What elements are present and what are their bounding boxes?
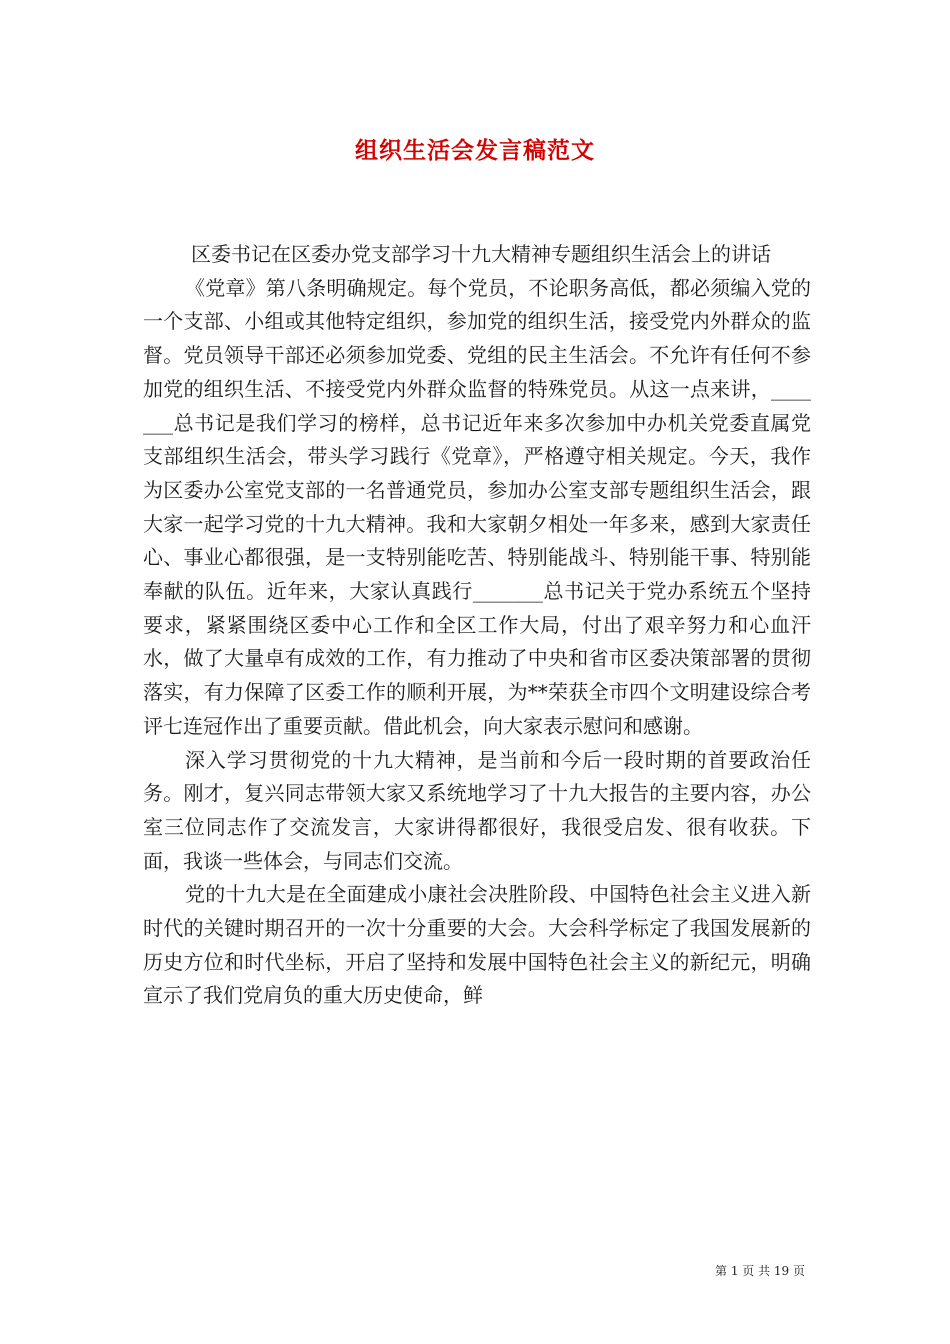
page-number: 第 1 页 共 19 页 bbox=[715, 1264, 805, 1278]
document-title: 组织生活会发言稿范文 bbox=[355, 137, 595, 164]
document-body bbox=[143, 238, 811, 1013]
paragraph: 深入学习贯彻党的十九大精神，是当前和今后一段时期的首要政治任务。刚才，复兴同志带领大家又系统地学习了十九大报告的主要内容，办公室三位同志作了交流发言，大家讲得都很好，我很受启发、很有收获。下面，我谈一些体会，与同志们交流。 bbox=[143, 747, 811, 873]
paragraph: 党的十九大是在全面建成小康社会决胜阶段、中国特色社会主义进入新时代的关键时期召开的一次十分重要的大会。大会科学标定了我国发展新的历史方位和时代坐标，开启了坚持和发展中国特色社会主义的新纪元，明确宣示了我们党肩负的重大历史使命，鲜 bbox=[143, 882, 811, 1008]
paragraph-heading: 区委书记在区委办党支部学习十九大精神专题组织生活会上的讲话 bbox=[191, 242, 771, 266]
paragraph: 《党章》第八条明确规定。每个党员，不论职务高低，都必须编入党的一个支部、小组或其他特定组织，参加党的组织生活，接受党内外群众的监督。党员领导干部还必须参加党委、党组的民主生活会。不允许有任何不参加党的组织生活、不接受党内外群众监督的特殊党员。从这一点来讲，_______总书记是我们学习的榜样，总书记近年来多次参加中办机关党委直属党支部组织生活会，带头学习践行《党章》，严格遵守相关规定。今天，我作为区委办公室党支部的一名普通党员，参加办公室支部专题组织生活会，跟大家一起学习党的十九大精神。我和大家朝夕相处一年多来，感到大家责任心、事业心都很强，是一支特别能吃苦、特别能战斗、特别能干事、特别能奉献的队伍。近年来，大家认真践行_______总书记关于党办系统五个坚持要求，紧紧围绕区委中心工作和全区工作大局，付出了艰辛努力和心血汗水，做了大量卓有成效的工作，有力推动了中央和省市区委决策部署的贯彻落实，有力保障了区委工作的顺利开展，为**荣获全市四个文明建设综合考评七连冠作出了重要贡献。借此机会，向大家表示慰问和感谢。 bbox=[143, 275, 811, 738]
